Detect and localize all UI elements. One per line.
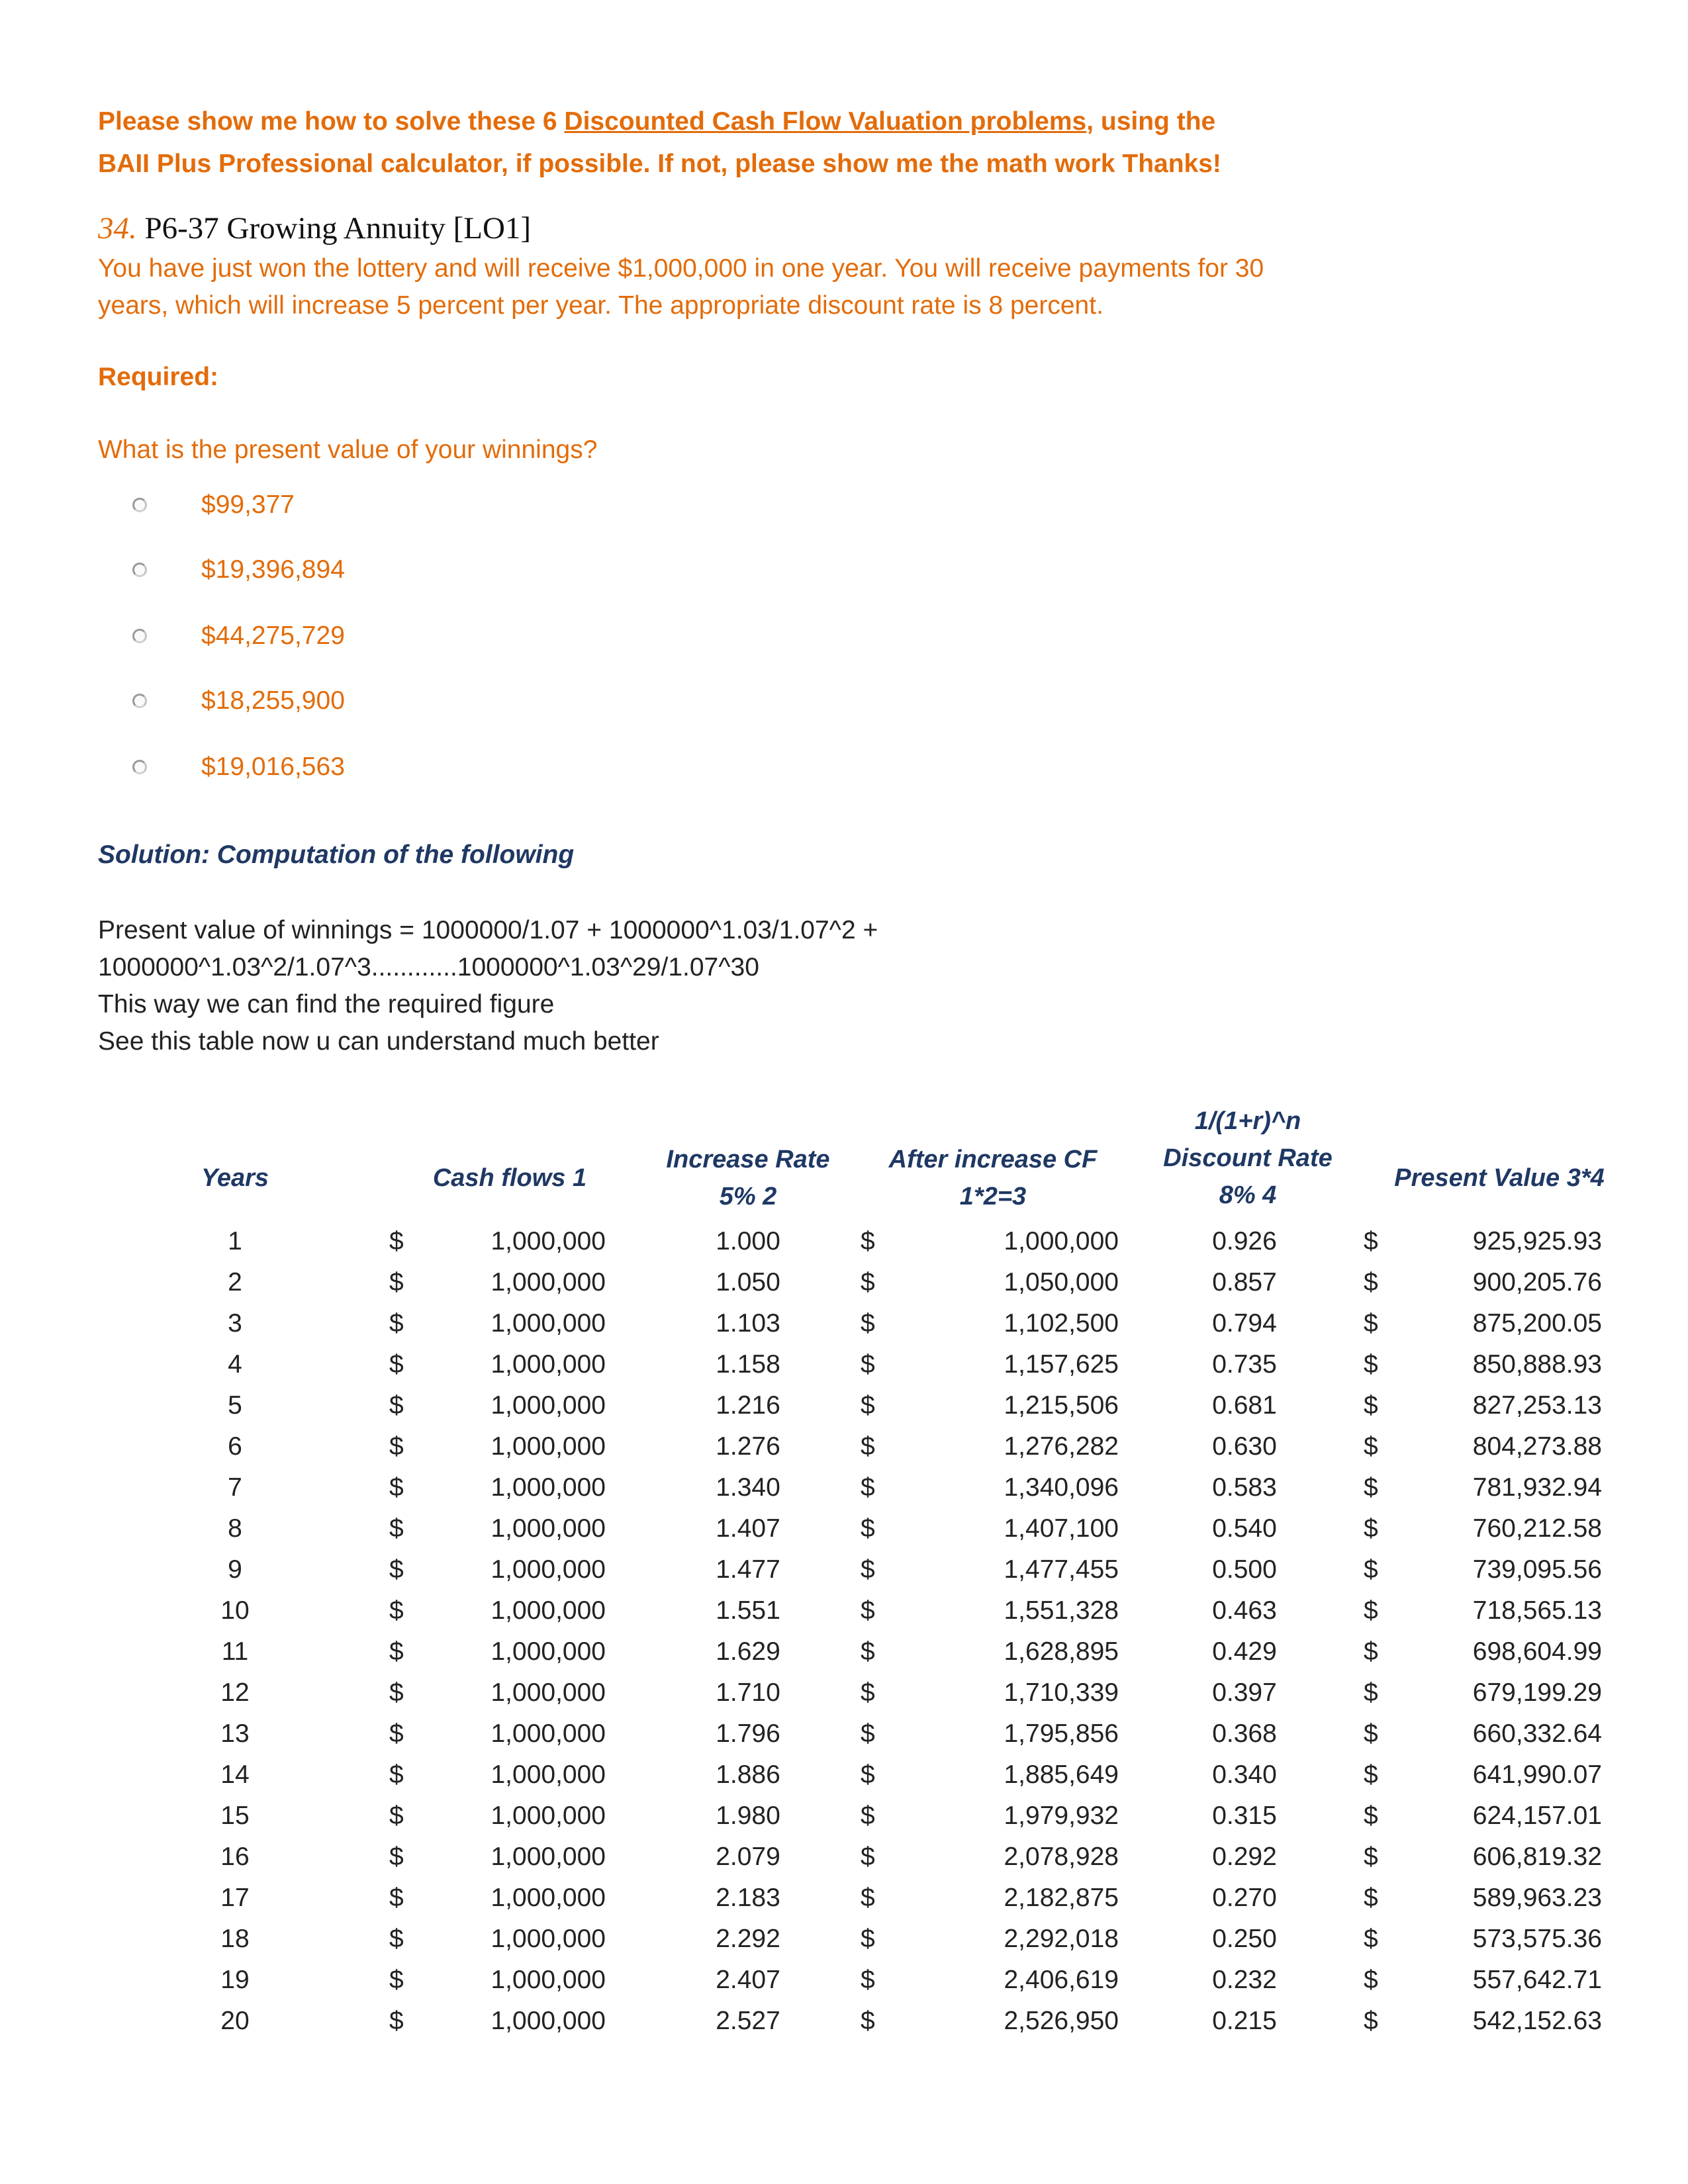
year-cell: 15 (220, 1801, 250, 1830)
currency-symbol: $ (1364, 1966, 1378, 1994)
discount-factor-cell: 0.292 (1212, 1843, 1277, 1871)
currency-symbol: $ (861, 1350, 875, 1379)
increase-rate-cell: 1.551 (716, 1596, 780, 1625)
present-value-cell: 760,212.58 (1472, 1514, 1602, 1543)
explanation-line-3: This way we can find the required figure (98, 990, 555, 1019)
answer-option-label: $19,016,563 (201, 752, 345, 781)
currency-symbol: $ (1364, 1843, 1378, 1871)
year-cell: 14 (220, 1760, 250, 1789)
currency-symbol: $ (861, 1391, 875, 1420)
intro-line-2: BAII Plus Professional calculator, if possible. If not, please show me the math work Thanks! (98, 150, 1221, 178)
currency-symbol: $ (861, 1473, 875, 1502)
present-value-cell: 641,990.07 (1472, 1760, 1602, 1789)
currency-symbol: $ (389, 1925, 404, 1953)
year-cell: 17 (220, 1884, 250, 1912)
present-value-cell: 698,604.99 (1472, 1637, 1602, 1666)
currency-symbol: $ (389, 1596, 404, 1625)
year-cell: 1 (228, 1227, 242, 1255)
header-years: Years (201, 1164, 269, 1192)
radio-button[interactable] (132, 563, 147, 577)
currency-symbol: $ (1364, 1760, 1378, 1789)
answer-option-label: $19,396,894 (201, 555, 345, 584)
present-value-cell: 542,152.63 (1472, 2007, 1602, 2035)
after-increase-cell: 1,407,100 (1004, 1514, 1119, 1543)
problem-statement-line-2: years, which will increase 5 percent per year. The appropriate discount rate is 8 percent. (98, 291, 1103, 320)
currency-symbol: $ (389, 1268, 404, 1297)
after-increase-cell: 1,979,932 (1004, 1801, 1119, 1830)
solution-explanation (98, 912, 1488, 1060)
answer-option-4[interactable] (132, 684, 345, 717)
currency-symbol: $ (389, 1391, 404, 1420)
intro-suffix: , using the (1086, 107, 1216, 136)
increase-rate-cell: 1.000 (716, 1227, 780, 1255)
discount-factor-cell: 0.340 (1212, 1760, 1277, 1789)
after-increase-cell: 1,477,455 (1004, 1555, 1119, 1584)
discount-factor-cell: 0.926 (1212, 1227, 1277, 1255)
year-cell: 10 (220, 1596, 250, 1625)
year-cell: 12 (220, 1678, 250, 1707)
after-increase-cell: 1,276,282 (1004, 1432, 1119, 1461)
year-cell: 13 (220, 1719, 250, 1748)
answer-option-label: $44,275,729 (201, 621, 345, 650)
cash-flow-cell: 1,000,000 (491, 1391, 606, 1420)
present-value-cell: 804,273.88 (1472, 1432, 1602, 1461)
after-increase-cell: 1,795,856 (1004, 1719, 1119, 1748)
cash-flow-cell: 1,000,000 (491, 2007, 606, 2035)
after-increase-cell: 2,526,950 (1004, 2007, 1119, 2035)
present-value-cell: 557,642.71 (1472, 1966, 1602, 1994)
currency-symbol: $ (389, 1678, 404, 1707)
header-after-increase-line-2: 1*2=3 (959, 1183, 1027, 1210)
discount-factor-cell: 0.315 (1212, 1801, 1277, 1830)
currency-symbol: $ (389, 2007, 404, 2035)
currency-symbol: $ (861, 1432, 875, 1461)
year-cell: 2 (228, 1268, 242, 1297)
year-cell: 16 (220, 1843, 250, 1871)
cash-flow-cell: 1,000,000 (491, 1760, 606, 1789)
currency-symbol: $ (1364, 1884, 1378, 1912)
currency-symbol: $ (861, 1514, 875, 1543)
answer-option-2[interactable] (132, 553, 345, 586)
currency-symbol: $ (389, 1227, 404, 1255)
after-increase-cell: 1,340,096 (1004, 1473, 1119, 1502)
present-value-cell: 679,199.29 (1472, 1678, 1602, 1707)
discount-factor-cell: 0.270 (1212, 1884, 1277, 1912)
currency-symbol: $ (389, 1843, 404, 1871)
currency-symbol: $ (861, 1884, 875, 1912)
after-increase-cell: 1,885,649 (1004, 1760, 1119, 1789)
present-value-cell: 875,200.05 (1472, 1309, 1602, 1338)
currency-symbol: $ (389, 1350, 404, 1379)
currency-symbol: $ (861, 1309, 875, 1338)
increase-rate-cell: 1.477 (716, 1555, 780, 1584)
currency-symbol: $ (389, 1309, 404, 1338)
present-value-cell: 900,205.76 (1472, 1268, 1602, 1297)
cash-flow-cell: 1,000,000 (491, 1678, 606, 1707)
problem-statement (98, 250, 1455, 324)
currency-symbol: $ (861, 1637, 875, 1666)
increase-rate-cell: 1.796 (716, 1719, 780, 1748)
currency-symbol: $ (1364, 1801, 1378, 1830)
increase-rate-cell: 1.886 (716, 1760, 780, 1789)
currency-symbol: $ (389, 1966, 404, 1994)
year-cell: 18 (220, 1925, 250, 1953)
present-value-cell: 925,925.93 (1472, 1227, 1602, 1255)
currency-symbol: $ (1364, 1514, 1378, 1543)
radio-button[interactable] (132, 498, 147, 512)
increase-rate-cell: 1.980 (716, 1801, 780, 1830)
year-cell: 9 (228, 1555, 242, 1584)
cash-flow-cell: 1,000,000 (491, 1966, 606, 1994)
after-increase-cell: 2,292,018 (1004, 1925, 1119, 1953)
increase-rate-cell: 1.629 (716, 1637, 780, 1666)
present-value-cell: 850,888.93 (1472, 1350, 1602, 1379)
header-increase-rate-line-2: 5% 2 (719, 1183, 777, 1210)
currency-symbol: $ (389, 1432, 404, 1461)
currency-symbol: $ (1364, 1268, 1378, 1297)
discount-factor-cell: 0.215 (1212, 2007, 1277, 2035)
currency-symbol: $ (1364, 1637, 1378, 1666)
year-cell: 7 (228, 1473, 242, 1502)
answer-option-label: $18,255,900 (201, 686, 345, 715)
after-increase-cell: 1,102,500 (1004, 1309, 1119, 1338)
discount-factor-cell: 0.429 (1212, 1637, 1277, 1666)
intro-prefix: Please show me how to solve these 6 (98, 107, 565, 136)
cash-flow-cell: 1,000,000 (491, 1801, 606, 1830)
currency-symbol: $ (861, 1596, 875, 1625)
answer-option-label: $99,377 (201, 490, 295, 519)
currency-symbol: $ (861, 2007, 875, 2035)
currency-symbol: $ (389, 1555, 404, 1584)
increase-rate-cell: 2.292 (716, 1925, 780, 1953)
discount-factor-cell: 0.540 (1212, 1514, 1277, 1543)
radio-button[interactable] (132, 760, 147, 774)
question-text: What is the present value of your winnings? (98, 435, 598, 464)
after-increase-cell: 1,628,895 (1004, 1637, 1119, 1666)
currency-symbol: $ (861, 1760, 875, 1789)
radio-button[interactable] (132, 629, 147, 643)
currency-symbol: $ (389, 1719, 404, 1748)
currency-symbol: $ (861, 1678, 875, 1707)
explanation-line-2: 1000000^1.03^2/1.07^3............1000000^1.03^29/1.07^30 (98, 953, 759, 981)
currency-symbol: $ (1364, 1596, 1378, 1625)
explanation-line-1: Present value of winnings = 1000000/1.07 + 1000000^1.03/1.07^2 + (98, 916, 878, 944)
cash-flow-cell: 1,000,000 (491, 1268, 606, 1297)
header-discount-rate (1139, 1103, 1357, 1214)
currency-symbol: $ (1364, 1350, 1378, 1379)
problem-statement-line-1: You have just won the lottery and will receive $1,000,000 in one year. You will receive payments for 30 (98, 254, 1264, 283)
currency-symbol: $ (861, 1268, 875, 1297)
present-value-cell: 589,963.23 (1472, 1884, 1602, 1912)
intro-text (98, 101, 1422, 185)
increase-rate-cell: 1.103 (716, 1309, 780, 1338)
year-cell: 19 (220, 1966, 250, 1994)
currency-symbol: $ (1364, 1391, 1378, 1420)
discount-factor-cell: 0.368 (1212, 1719, 1277, 1748)
discount-factor-cell: 0.630 (1212, 1432, 1277, 1461)
currency-symbol: $ (1364, 1719, 1378, 1748)
currency-symbol: $ (389, 1637, 404, 1666)
present-value-cell: 739,095.56 (1472, 1555, 1602, 1584)
discount-factor-cell: 0.500 (1212, 1555, 1277, 1584)
dcf-problems-link[interactable]: Discounted Cash Flow Valuation problems (564, 107, 1087, 136)
present-value-cell: 827,253.13 (1472, 1391, 1602, 1420)
increase-rate-cell: 1.407 (716, 1514, 780, 1543)
cash-flow-cell: 1,000,000 (491, 1719, 606, 1748)
increase-rate-cell: 2.079 (716, 1843, 780, 1871)
increase-rate-cell: 2.527 (716, 2007, 780, 2035)
header-discount-rate-line-2: 8% 4 (1219, 1181, 1277, 1209)
discount-factor-cell: 0.735 (1212, 1350, 1277, 1379)
year-cell: 3 (228, 1309, 242, 1338)
after-increase-cell: 1,050,000 (1004, 1268, 1119, 1297)
cash-flow-cell: 1,000,000 (491, 1227, 606, 1255)
discount-factor-cell: 0.681 (1212, 1391, 1277, 1420)
year-cell: 6 (228, 1432, 242, 1461)
cash-flow-cell: 1,000,000 (491, 1432, 606, 1461)
radio-button[interactable] (132, 694, 147, 708)
after-increase-cell: 1,157,625 (1004, 1350, 1119, 1379)
header-after-increase-line-1: After increase CF (888, 1146, 1098, 1173)
increase-rate-cell: 2.183 (716, 1884, 780, 1912)
problem-number: 34. (98, 211, 137, 246)
after-increase-cell: 1,215,506 (1004, 1391, 1119, 1420)
problem-title-text: P6-37 Growing Annuity [LO1] (144, 211, 532, 246)
header-discount-rate-line-1: Discount Rate (1163, 1144, 1333, 1172)
present-value-cell: 781,932.94 (1472, 1473, 1602, 1502)
cash-flow-cell: 1,000,000 (491, 1637, 606, 1666)
discount-factor-cell: 0.397 (1212, 1678, 1277, 1707)
present-value-cell: 573,575.36 (1472, 1925, 1602, 1953)
answer-option-1[interactable] (132, 488, 295, 522)
currency-symbol: $ (1364, 1473, 1378, 1502)
after-increase-cell: 2,406,619 (1004, 1966, 1119, 1994)
header-present-value: Present Value 3*4 (1394, 1164, 1605, 1192)
cash-flow-cell: 1,000,000 (491, 1925, 606, 1953)
increase-rate-cell: 1.710 (716, 1678, 780, 1707)
year-cell: 5 (228, 1391, 242, 1420)
present-value-cell: 606,819.32 (1472, 1843, 1602, 1871)
increase-rate-cell: 1.276 (716, 1432, 780, 1461)
year-cell: 11 (221, 1637, 249, 1666)
discount-factor-cell: 0.463 (1212, 1596, 1277, 1625)
header-increase-rate (635, 1141, 861, 1215)
header-discount-formula: 1/(1+r)^n (1194, 1107, 1301, 1135)
cash-flow-cell: 1,000,000 (491, 1843, 606, 1871)
discount-factor-cell: 0.250 (1212, 1925, 1277, 1953)
currency-symbol: $ (1364, 1227, 1378, 1255)
cash-flow-cell: 1,000,000 (491, 1596, 606, 1625)
increase-rate-cell: 2.407 (716, 1966, 780, 1994)
currency-symbol: $ (389, 1514, 404, 1543)
answer-option-3[interactable] (132, 619, 345, 653)
currency-symbol: $ (861, 1555, 875, 1584)
currency-symbol: $ (1364, 1432, 1378, 1461)
increase-rate-cell: 1.340 (716, 1473, 780, 1502)
solution-heading: Solution: Computation of the following (98, 841, 575, 869)
currency-symbol: $ (1364, 2007, 1378, 2035)
discount-factor-cell: 0.794 (1212, 1309, 1277, 1338)
year-cell: 8 (228, 1514, 242, 1543)
year-cell: 4 (228, 1350, 242, 1379)
currency-symbol: $ (861, 1966, 875, 1994)
header-after-increase (861, 1141, 1125, 1215)
present-value-cell: 660,332.64 (1472, 1719, 1602, 1748)
cash-flow-cell: 1,000,000 (491, 1473, 606, 1502)
increase-rate-cell: 1.050 (716, 1268, 780, 1297)
required-label: Required: (98, 363, 219, 391)
discount-factor-cell: 0.232 (1212, 1966, 1277, 1994)
currency-symbol: $ (861, 1843, 875, 1871)
currency-symbol: $ (1364, 1555, 1378, 1584)
currency-symbol: $ (1364, 1678, 1378, 1707)
currency-symbol: $ (389, 1760, 404, 1789)
increase-rate-cell: 1.216 (716, 1391, 780, 1420)
cash-flow-cell: 1,000,000 (491, 1555, 606, 1584)
currency-symbol: $ (389, 1884, 404, 1912)
problem-title (98, 210, 531, 246)
currency-symbol: $ (389, 1801, 404, 1830)
after-increase-cell: 1,551,328 (1004, 1596, 1119, 1625)
currency-symbol: $ (861, 1925, 875, 1953)
present-value-cell: 624,157.01 (1472, 1801, 1602, 1830)
currency-symbol: $ (861, 1227, 875, 1255)
explanation-line-4: See this table now u can understand much better (98, 1027, 659, 1056)
currency-symbol: $ (389, 1473, 404, 1502)
after-increase-cell: 1,000,000 (1004, 1227, 1119, 1255)
year-cell: 20 (220, 2007, 250, 2035)
increase-rate-cell: 1.158 (716, 1350, 780, 1379)
after-increase-cell: 1,710,339 (1004, 1678, 1119, 1707)
after-increase-cell: 2,182,875 (1004, 1884, 1119, 1912)
discount-factor-cell: 0.583 (1212, 1473, 1277, 1502)
currency-symbol: $ (1364, 1309, 1378, 1338)
discount-factor-cell: 0.857 (1212, 1268, 1277, 1297)
currency-symbol: $ (1364, 1925, 1378, 1953)
header-cash-flows: Cash flows 1 (432, 1164, 587, 1192)
cash-flow-cell: 1,000,000 (491, 1884, 606, 1912)
answer-option-5[interactable] (132, 751, 345, 784)
currency-symbol: $ (861, 1801, 875, 1830)
present-value-cell: 718,565.13 (1472, 1596, 1602, 1625)
after-increase-cell: 2,078,928 (1004, 1843, 1119, 1871)
cash-flow-cell: 1,000,000 (491, 1514, 606, 1543)
cash-flow-cell: 1,000,000 (491, 1309, 606, 1338)
header-increase-rate-line-1: Increase Rate (666, 1146, 830, 1173)
intro-line-1 (98, 101, 1422, 143)
cash-flow-cell: 1,000,000 (491, 1350, 606, 1379)
currency-symbol: $ (861, 1719, 875, 1748)
